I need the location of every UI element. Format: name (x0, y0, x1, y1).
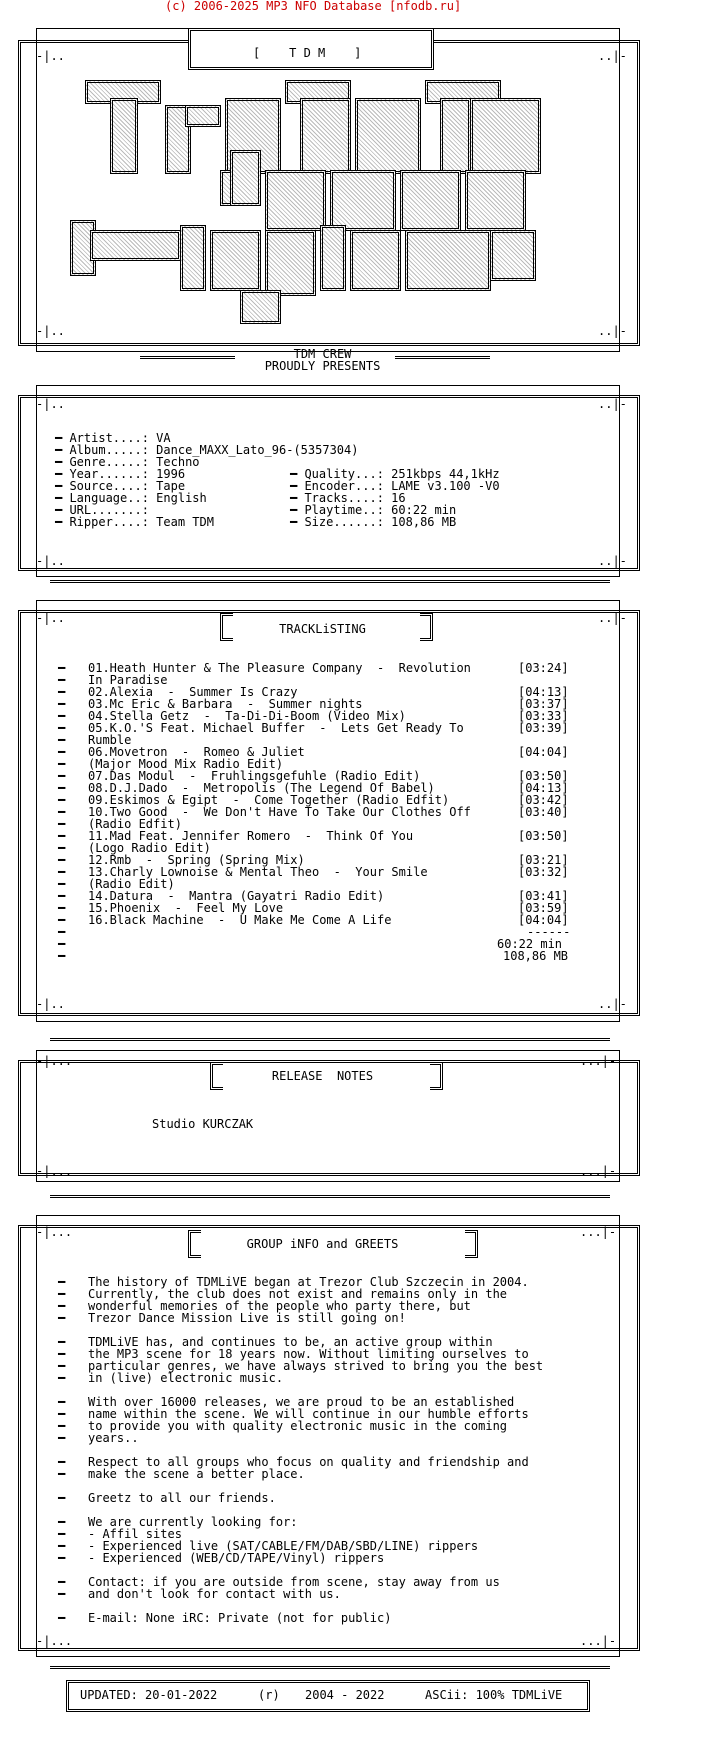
track-title: (Logo Radio Edit) (88, 841, 211, 855)
row-marker: ━ (58, 1491, 66, 1505)
row-marker: ━ (58, 937, 66, 951)
copyright-line: (c) 2006-2025 MP3 NFO Database [nfodb.ru] (165, 0, 462, 13)
row-marker: ━ (58, 697, 66, 711)
info-row: ━ Genre.....: Techno (55, 455, 200, 469)
crew-title: TDM CREW (293, 347, 352, 361)
row-marker: ━ (58, 901, 66, 915)
track-duration: [03:50] (518, 829, 569, 843)
info-row: ━ Size......: 108,86 MB (290, 515, 457, 529)
header-tag: [ T D M ] (253, 46, 362, 60)
group-info-line: Respect to all groups who focus on quality and friendship and (88, 1455, 529, 1469)
track-title: 13.Charly Lownoise & Mental Theo - Your Smile (88, 865, 428, 879)
row-marker: ━ (58, 877, 66, 891)
row-marker: ━ (58, 745, 66, 759)
info-row: ━ Year......: 1996 (55, 467, 186, 481)
row-marker: ━ (58, 889, 66, 903)
corner-bl: -|... (36, 1164, 73, 1178)
track-title: 07.Das Modul - Fruhlingsgefuhle (Radio Edit) (88, 769, 421, 783)
track-title: 05.K.O.'S Feat. Michael Buffer - Lets Get Ready To (88, 721, 464, 735)
footer-ascii: ASCii: 100% TDMLiVE (425, 1688, 563, 1702)
track-duration: [03:24] (518, 661, 569, 675)
row-marker: ━ (58, 1419, 66, 1433)
corner-br: ..|- (598, 324, 627, 338)
group-info-line: to provide you with quality electronic music in the coming (88, 1419, 508, 1433)
row-marker: ━ (58, 769, 66, 783)
track-duration: [04:04] (518, 913, 569, 927)
track-duration: [03:59] (518, 901, 569, 915)
track-duration: [04:04] (518, 745, 569, 759)
row-marker: ━ (58, 1335, 66, 1349)
group-info-line: years.. (88, 1431, 139, 1445)
info-row: ━ Tracks....: 16 (290, 491, 406, 505)
group-info-line: TDMLiVE has, and continues to be, an active group within (88, 1335, 493, 1349)
connector (50, 1666, 610, 1669)
row-marker: ━ (58, 1347, 66, 1361)
group-info-line: We are currently looking for: (88, 1515, 298, 1529)
corner-tl: -|... (36, 1054, 73, 1068)
row-marker: ━ (58, 913, 66, 927)
track-duration: [04:13] (518, 685, 569, 699)
row-marker: ━ (58, 1455, 66, 1469)
track-title: 08.D.J.Dado - Metropolis (The Legend Of Babel) (88, 781, 435, 795)
row-marker: ━ (58, 949, 66, 963)
row-marker: ━ (58, 829, 66, 843)
row-marker: ━ (58, 1287, 66, 1301)
corner-tl: -|.. (36, 397, 65, 411)
row-marker: ━ (58, 661, 66, 675)
row-marker: ━ (58, 1299, 66, 1313)
corner-tr: ..|- (598, 397, 627, 411)
track-title: 06.Movetron - Romeo & Juliet (88, 745, 305, 759)
track-title: In Paradise (88, 673, 168, 687)
track-duration: [03:39] (518, 721, 569, 735)
row-marker: ━ (58, 1539, 66, 1553)
row-marker: ━ (58, 1395, 66, 1409)
row-marker: ━ (58, 709, 66, 723)
connector (50, 1195, 610, 1198)
track-duration: [03:41] (518, 889, 569, 903)
row-marker: ━ (58, 1527, 66, 1541)
info-row: ━ Encoder...: LAME v3.100 -V0 (290, 479, 500, 493)
row-marker: ━ (58, 1467, 66, 1481)
track-duration: [03:33] (518, 709, 569, 723)
notes-title: RELEASE NOTES (271, 1069, 374, 1083)
notes-body: Studio KURCZAK (152, 1117, 254, 1131)
corner-bl: -|.. (36, 324, 65, 338)
info-row: ━ URL.......: (55, 503, 149, 517)
track-title: 01.Heath Hunter & The Pleasure Company - Revolution (88, 661, 471, 675)
corner-tr: ..|- (598, 611, 627, 625)
total-separator: ------ (527, 925, 571, 939)
row-marker: ━ (58, 781, 66, 795)
total-playtime: 60:22 min (497, 937, 563, 951)
connector (50, 580, 610, 583)
corner-br: ...|- (580, 1634, 617, 1648)
info-row: ━ Artist....: VA (55, 431, 171, 445)
row-marker: ━ (58, 841, 66, 855)
track-title: 12.Rmb - Spring (Spring Mix) (88, 853, 305, 867)
corner-br: ..|- (598, 997, 627, 1011)
group-info-line: name within the scene. We will continue in our humble efforts (88, 1407, 529, 1421)
info-row: ━ Album.....: Dance_MAXX_Lato_96-(5357304) (55, 443, 359, 457)
corner-tr: ...|- (580, 1054, 617, 1068)
row-marker: ━ (58, 1275, 66, 1289)
row-marker: ━ (58, 793, 66, 807)
group-info-line: - Experienced (WEB/CD/TAPE/Vinyl) rippers (88, 1551, 385, 1565)
track-title: Rumble (88, 733, 132, 747)
info-row: ━ Playtime..: 60:22 min (290, 503, 457, 517)
corner-bl: -|... (36, 1634, 73, 1648)
info-row: ━ Ripper....: Team TDM (55, 515, 214, 529)
track-duration: [03:42] (518, 793, 569, 807)
corner-br: ...|- (580, 1164, 617, 1178)
track-title: 04.Stella Getz - Ta-Di-Di-Boom (Video Mix) (88, 709, 406, 723)
group-info-line: and don't look for contact with us. (88, 1587, 341, 1601)
corner-bl: -|.. (36, 997, 65, 1011)
corner-br: ..|- (598, 554, 627, 568)
track-title: 02.Alexia - Summer Is Crazy (88, 685, 298, 699)
corner-tr: ...|- (580, 1225, 617, 1239)
row-marker: ━ (58, 1575, 66, 1589)
corner-tr: ..|- (598, 49, 627, 63)
group-info-line: Contact: if you are outside from scene, stay away from us (88, 1575, 500, 1589)
footer-updated: UPDATED: 20-01-2022 (80, 1688, 218, 1702)
track-title: 16.Black Machine - U Make Me Come A Life (88, 913, 392, 927)
row-marker: ━ (58, 1587, 66, 1601)
row-marker: ━ (58, 1431, 66, 1445)
group-title: GROUP iNFO and GREETS (246, 1237, 399, 1251)
row-marker: ━ (58, 1407, 66, 1421)
group-info-line: Greetz to all our friends. (88, 1491, 276, 1505)
group-info-line: - Affil sites (88, 1527, 182, 1541)
row-marker: ━ (58, 1371, 66, 1385)
group-info-line: wonderful memories of the people who party there, but (88, 1299, 471, 1313)
tracklist-title: TRACKLiSTING (279, 622, 366, 636)
corner-tl: -|... (36, 1225, 73, 1239)
row-marker: ━ (58, 853, 66, 867)
corner-tl: -|.. (36, 49, 65, 63)
row-marker: ━ (58, 865, 66, 879)
row-marker: ━ (58, 673, 66, 687)
group-info-line: - Experienced live (SAT/CABLE/FM/DAB/SBD/LINE) rippers (88, 1539, 479, 1553)
track-duration: [04:13] (518, 781, 569, 795)
track-title: (Radio Edfit) (88, 817, 182, 831)
info-row: ━ Source....: Tape (55, 479, 186, 493)
track-duration: [03:40] (518, 805, 569, 819)
group-info-line: With over 16000 releases, we are proud to be an established (88, 1395, 515, 1409)
info-row: ━ Language..: English (55, 491, 207, 505)
track-duration: [03:37] (518, 697, 569, 711)
group-info-line: in (live) electronic music. (88, 1371, 284, 1385)
track-title: 15.Phoenix - Feel My Love (88, 901, 284, 915)
group-info-line: E-mail: None iRC: Private (not for public) (88, 1611, 392, 1625)
group-info-line: Trezor Dance Mission Live is still going on! (88, 1311, 406, 1325)
row-marker: ━ (58, 757, 66, 771)
corner-tl: -|.. (36, 611, 65, 625)
total-size: 108,86 MB (503, 949, 569, 963)
row-marker: ━ (58, 733, 66, 747)
track-title: 09.Eskimos & Egipt - Come Together (Radio Edfit) (88, 793, 450, 807)
track-duration: [03:50] (518, 769, 569, 783)
footer-years: 2004 - 2022 (305, 1688, 385, 1702)
group-info-line: the MP3 scene for 18 years now. Without limiting ourselves to (88, 1347, 529, 1361)
row-marker: ━ (58, 1359, 66, 1373)
row-marker: ━ (58, 1515, 66, 1529)
track-title: (Major Mood Mix Radio Edit) (88, 757, 284, 771)
logo (70, 70, 590, 330)
row-marker: ━ (58, 721, 66, 735)
track-title: 11.Mad Feat. Jennifer Romero - Think Of You (88, 829, 414, 843)
group-info-line: The history of TDMLiVE began at Trezor Club Szczecin in 2004. (88, 1275, 529, 1289)
row-marker: ━ (58, 925, 66, 939)
row-marker: ━ (58, 1611, 66, 1625)
footer-mark: (r) (258, 1688, 280, 1702)
row-marker: ━ (58, 1551, 66, 1565)
corner-bl: -|.. (36, 554, 65, 568)
group-info-line: Currently, the club does not exist and remains only in the (88, 1287, 508, 1301)
track-title: 14.Datura - Mantra (Gayatri Radio Edit) (88, 889, 385, 903)
track-duration: [03:32] (518, 865, 569, 879)
track-title: 03.Mc Eric & Barbara - Summer nights (88, 697, 363, 711)
crew-subtitle: PROUDLY PRESENTS (264, 359, 381, 373)
track-duration: [03:21] (518, 853, 569, 867)
row-marker: ━ (58, 685, 66, 699)
track-title: (Radio Edit) (88, 877, 175, 891)
connector (50, 1038, 610, 1041)
row-marker: ━ (58, 817, 66, 831)
track-title: 10.Two Good - We Don't Have To Take Our Clothes Off (88, 805, 471, 819)
group-info-line: make the scene a better place. (88, 1467, 305, 1481)
info-row: ━ Quality...: 251kbps 44,1kHz (290, 467, 500, 481)
row-marker: ━ (58, 1311, 66, 1325)
row-marker: ━ (58, 805, 66, 819)
group-info-line: particular genres, we have always strived to bring you the best (88, 1359, 544, 1373)
